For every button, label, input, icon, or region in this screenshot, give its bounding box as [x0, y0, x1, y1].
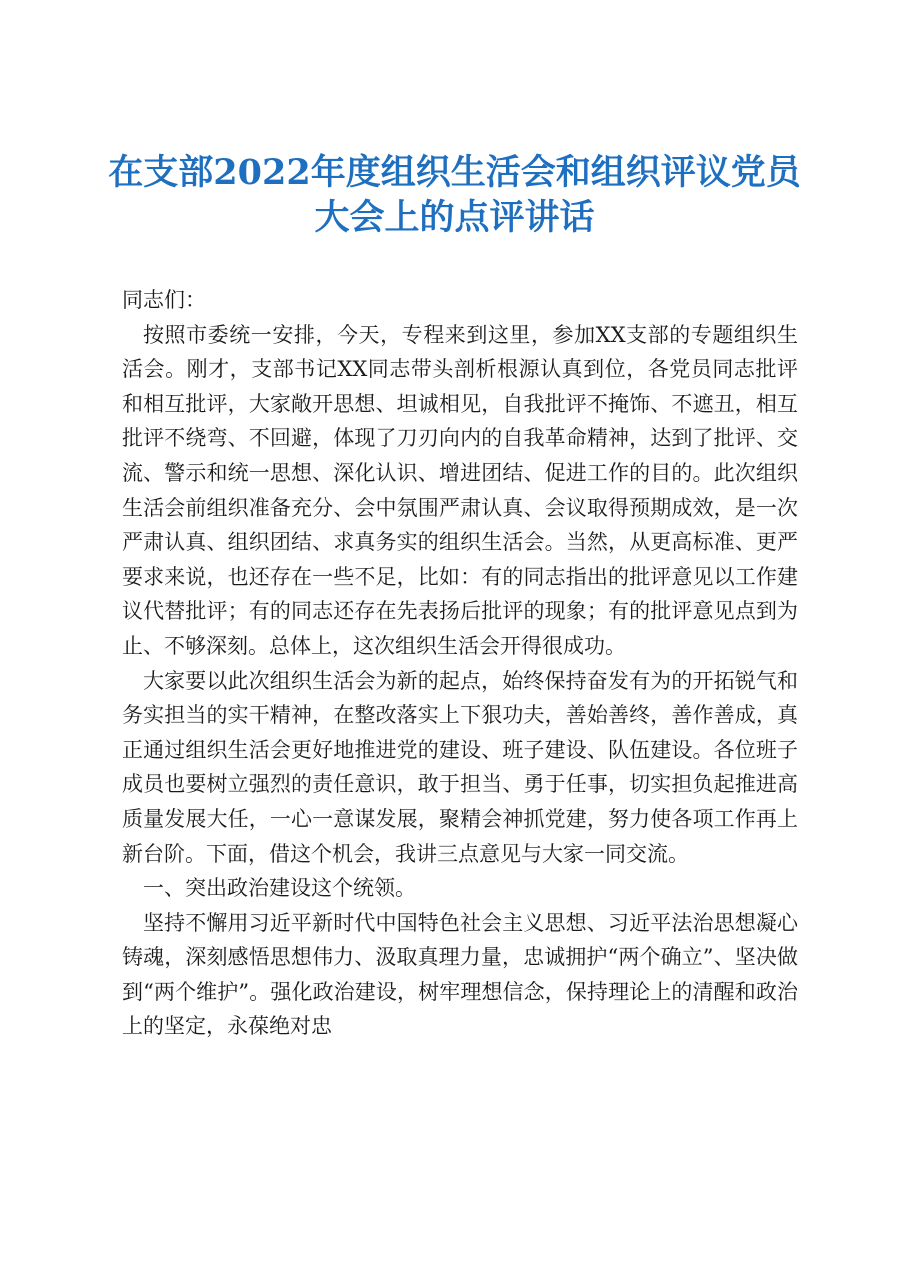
document-body — [122, 283, 798, 1044]
salutation: 同志们： — [122, 288, 206, 312]
section-heading-1: 一、突出政治建设这个统领。 — [143, 876, 416, 901]
paragraph-1: 按照市委统一安排，今天，专程来到这里，参加XX支部的专题组织生活会。刚才，支部书记XX同志带头剖析根源认真到位，各党员同志批评和相互批评，大家敞开思想、坦诚相见，自我批评不掩饰、不遮丑，相互批评不绕弯、不回避，体现了刀刃向内的自我革命精神，达到了批评、交流、警示和统一思想、深化认识、增进团结、促进工作的目的。此次组织生活会前组织准备充分、会中氛围严肃认真、会议取得预期成效，是一次严肃认真、组织团结、求真务实的组织生活会。当然，从更高标准、更严要求来说，也还存在一些不足，比如：有的同志指出的批评意见以工作建议代替批评；有的同志还存在先表扬后批评的现象；有的批评意见点到为止、不够深刻。总体上，这次组织生活会开得很成功。 — [122, 322, 798, 658]
paragraph-3: 坚持不懈用习近平新时代中国特色社会主义思想、习近平法治思想凝心铸魂，深刻感悟思想伟力、汲取真理力量，忠诚拥护“两个确立”、坚决做到“两个维护”。强化政治建设，树牢理想信念，保持理论上的清醒和政治上的坚定，永葆绝对忠 — [122, 910, 798, 1039]
title-line-2: 大会上的点评讲话 — [314, 197, 595, 238]
paragraph-2: 大家要以此次组织生活会为新的起点，始终保持奋发有为的开拓锐气和务实担当的实干精神，在整改落实上下狠功夫，善始善终，善作善成，真正通过组织生活会更好地推进党的建设、班子建设、队伍建设。各位班子成员也要树立强烈的责任意识，敢于担当、勇于任事，切实担负起推进高质量发展大任，一心一意谋发展，聚精会神抓党建，努力使各项工作再上新台阶。下面，借这个机会，我讲三点意见与大家一同交流。 — [122, 668, 798, 866]
document-title — [100, 150, 809, 240]
title-line-1: 在支部2022年度组织生活会和组织评议党员 — [108, 152, 801, 193]
